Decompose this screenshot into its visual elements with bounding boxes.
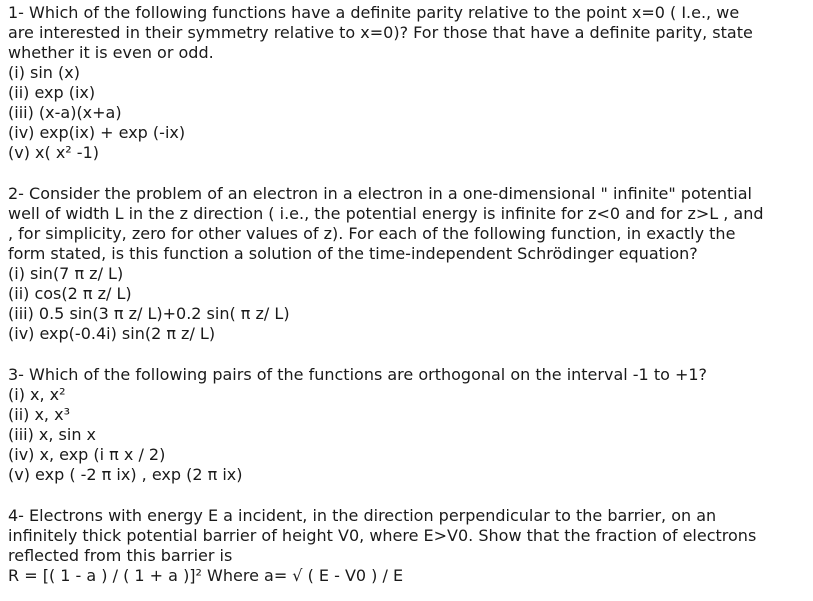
question-3-line: 3- Which of the following pairs of the functions are orthogonal on the interval -1 to +1? bbox=[8, 365, 708, 384]
question-3-item: (iv) x, exp (i π x / 2) bbox=[8, 445, 166, 464]
question-2-item: (iv) exp(-0.4i) sin(2 π z/ L) bbox=[8, 324, 216, 343]
question-2-line: 2- Consider the problem of an electron in a electron in a one-dimensional " infinite" potential bbox=[8, 184, 752, 203]
question-2 bbox=[8, 184, 811, 344]
question-4 bbox=[8, 506, 811, 586]
question-4-formula: R = [( 1 - a ) / ( 1 + a )]² Where a= √ ( E - V0 ) / E bbox=[8, 566, 404, 585]
question-4-line: reflected from this barrier is bbox=[8, 546, 233, 565]
question-3 bbox=[8, 365, 811, 485]
question-2-item: (iii) 0.5 sin(3 π z/ L)+0.2 sin( π z/ L) bbox=[8, 304, 290, 323]
question-3-item: (iii) x, sin x bbox=[8, 425, 97, 444]
question-1-item: (v) x( x² -1) bbox=[8, 143, 99, 162]
question-3-item: (v) exp ( -2 π ix) , exp (2 π ix) bbox=[8, 465, 243, 484]
document-body bbox=[8, 3, 811, 586]
question-2-line: , for simplicity, zero for other values of z). For each of the following function, in exactly the bbox=[8, 224, 736, 243]
question-4-line: infinitely thick potential barrier of height V0, where E>V0. Show that the fraction of electrons bbox=[8, 526, 757, 545]
question-1-line: whether it is even or odd. bbox=[8, 43, 214, 62]
question-2-line: well of width L in the z direction ( i.e., the potential energy is infinite for z<0 and for z>L , and bbox=[8, 204, 764, 223]
question-1 bbox=[8, 3, 811, 163]
question-3-item: (i) x, x² bbox=[8, 385, 66, 404]
question-3-item: (ii) x, x³ bbox=[8, 405, 70, 424]
question-4-line: 4- Electrons with energy E a incident, in the direction perpendicular to the barrier, on an bbox=[8, 506, 717, 525]
question-2-line: form stated, is this function a solution of the time-independent Schrödinger equation? bbox=[8, 244, 698, 263]
question-1-item: (i) sin (x) bbox=[8, 63, 80, 82]
question-1-item: (iii) (x-a)(x+a) bbox=[8, 103, 122, 122]
question-2-item: (ii) cos(2 π z/ L) bbox=[8, 284, 132, 303]
question-1-line: 1- Which of the following functions have a definite parity relative to the point x=0 ( I.e., we bbox=[8, 3, 740, 22]
question-2-item: (i) sin(7 π z/ L) bbox=[8, 264, 124, 283]
question-1-item: (ii) exp (ix) bbox=[8, 83, 96, 102]
question-1-line: are interested in their symmetry relative to x=0)? For those that have a definite parity, state bbox=[8, 23, 753, 42]
question-1-item: (iv) exp(ix) + exp (-ix) bbox=[8, 123, 186, 142]
